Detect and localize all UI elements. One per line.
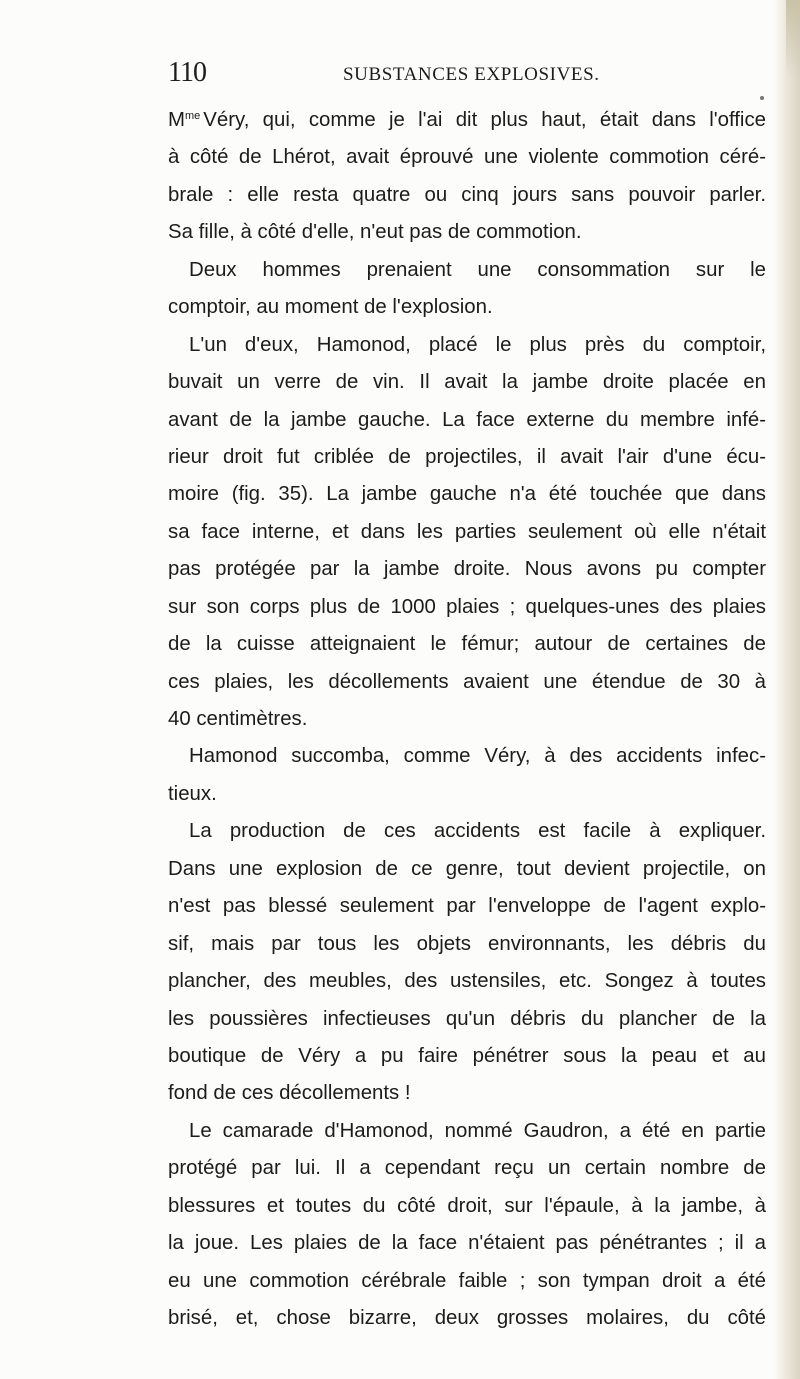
text-line: buvait un verre de vin. Il avait la jambe droite placée en [168, 371, 766, 394]
page-number: 110 [168, 57, 206, 88]
text-line: Deux hommes prenaient une consommation sur le [189, 258, 766, 281]
page-edge-shadow [774, 0, 800, 1379]
text-line: les poussières infectieuses qu'un débris du plancher de la [168, 1007, 766, 1030]
text-line: eu une commotion cérébrale faible ; son tympan droit a été [168, 1269, 766, 1292]
text-line: protégé par lui. Il a cependant reçu un certain nombre de [168, 1157, 766, 1180]
title-abbreviation: M [168, 109, 185, 131]
text-line: sur son corps plus de 1000 plaies ; quelques-unes des plaies [168, 595, 766, 618]
text-line: brale : elle resta quatre ou cinq jours sans pouvoir parler. [168, 183, 766, 206]
title-abbreviation-superscript: me [185, 110, 201, 122]
text-line: sif, mais par tous les objets environnants, les débris du [168, 932, 766, 955]
text-line: tieux. [168, 782, 217, 805]
text-line: avant de la jambe gauche. La face externe du membre infé- [168, 408, 766, 431]
line-text: Véry, qui, comme je l'ai dit plus haut, était dans l'office [203, 109, 766, 131]
text-line: sa face interne, et dans les parties seulement où elle n'était [168, 520, 766, 543]
text-line: Dans une explosion de ce genre, tout devient projectile, on [168, 857, 766, 880]
text-line: comptoir, au moment de l'explosion. [168, 296, 493, 319]
text-line: Hamonod succomba, comme Véry, à des accidents infec- [189, 745, 766, 768]
text-line: moire (fig. 35). La jambe gauche n'a été touchée que dans [168, 483, 766, 506]
text-line: de la cuisse atteignaient le fémur; autour de certaines de [168, 633, 766, 656]
running-head [168, 56, 768, 90]
text-line: L'un d'eux, Hamonod, placé le plus près du comptoir, [189, 333, 766, 356]
text-line: plancher, des meubles, des ustensiles, etc. Songez à toutes [168, 970, 766, 993]
text-line: la joue. Les plaies de la face n'étaient pas pénétrantes ; il a [168, 1232, 766, 1255]
text-line [168, 102, 766, 139]
text-line: Sa fille, à côté d'elle, n'eut pas de commotion. [168, 221, 582, 244]
text-line: Le camarade d'Hamonod, nommé Gaudron, a été en partie [189, 1119, 766, 1142]
text-line: n'est pas blessé seulement par l'enveloppe de l'agent explo- [168, 895, 766, 918]
text-line: fond de ces décollements ! [168, 1082, 411, 1105]
running-title: SUBSTANCES EXPLOSIVES. [343, 64, 600, 85]
text-line: La production de ces accidents est facile à expliquer. [189, 820, 766, 843]
text-line: brisé, et, chose bizarre, deux grosses molaires, du côté [168, 1307, 766, 1329]
text-line: 40 centimètres. [168, 708, 308, 730]
text-line: boutique de Véry a pu faire pénétrer sous la peau et au [168, 1044, 766, 1067]
text-line: blessures et toutes du côté droit, sur l'épaule, à la jambe, à [168, 1194, 766, 1217]
page-corner-stain [786, 0, 800, 80]
body-text [168, 102, 766, 1337]
text-line: pas protégée par la jambe droite. Nous avons pu compter [168, 558, 766, 581]
text-line: à côté de Lhérot, avait éprouvé une violente commotion céré- [168, 146, 766, 169]
print-speck [760, 96, 764, 100]
text-line: ces plaies, les décollements avaient une étendue de 30 à [168, 670, 766, 693]
text-line: rieur droit fut criblée de projectiles, il avait l'air d'une écu- [168, 445, 766, 468]
